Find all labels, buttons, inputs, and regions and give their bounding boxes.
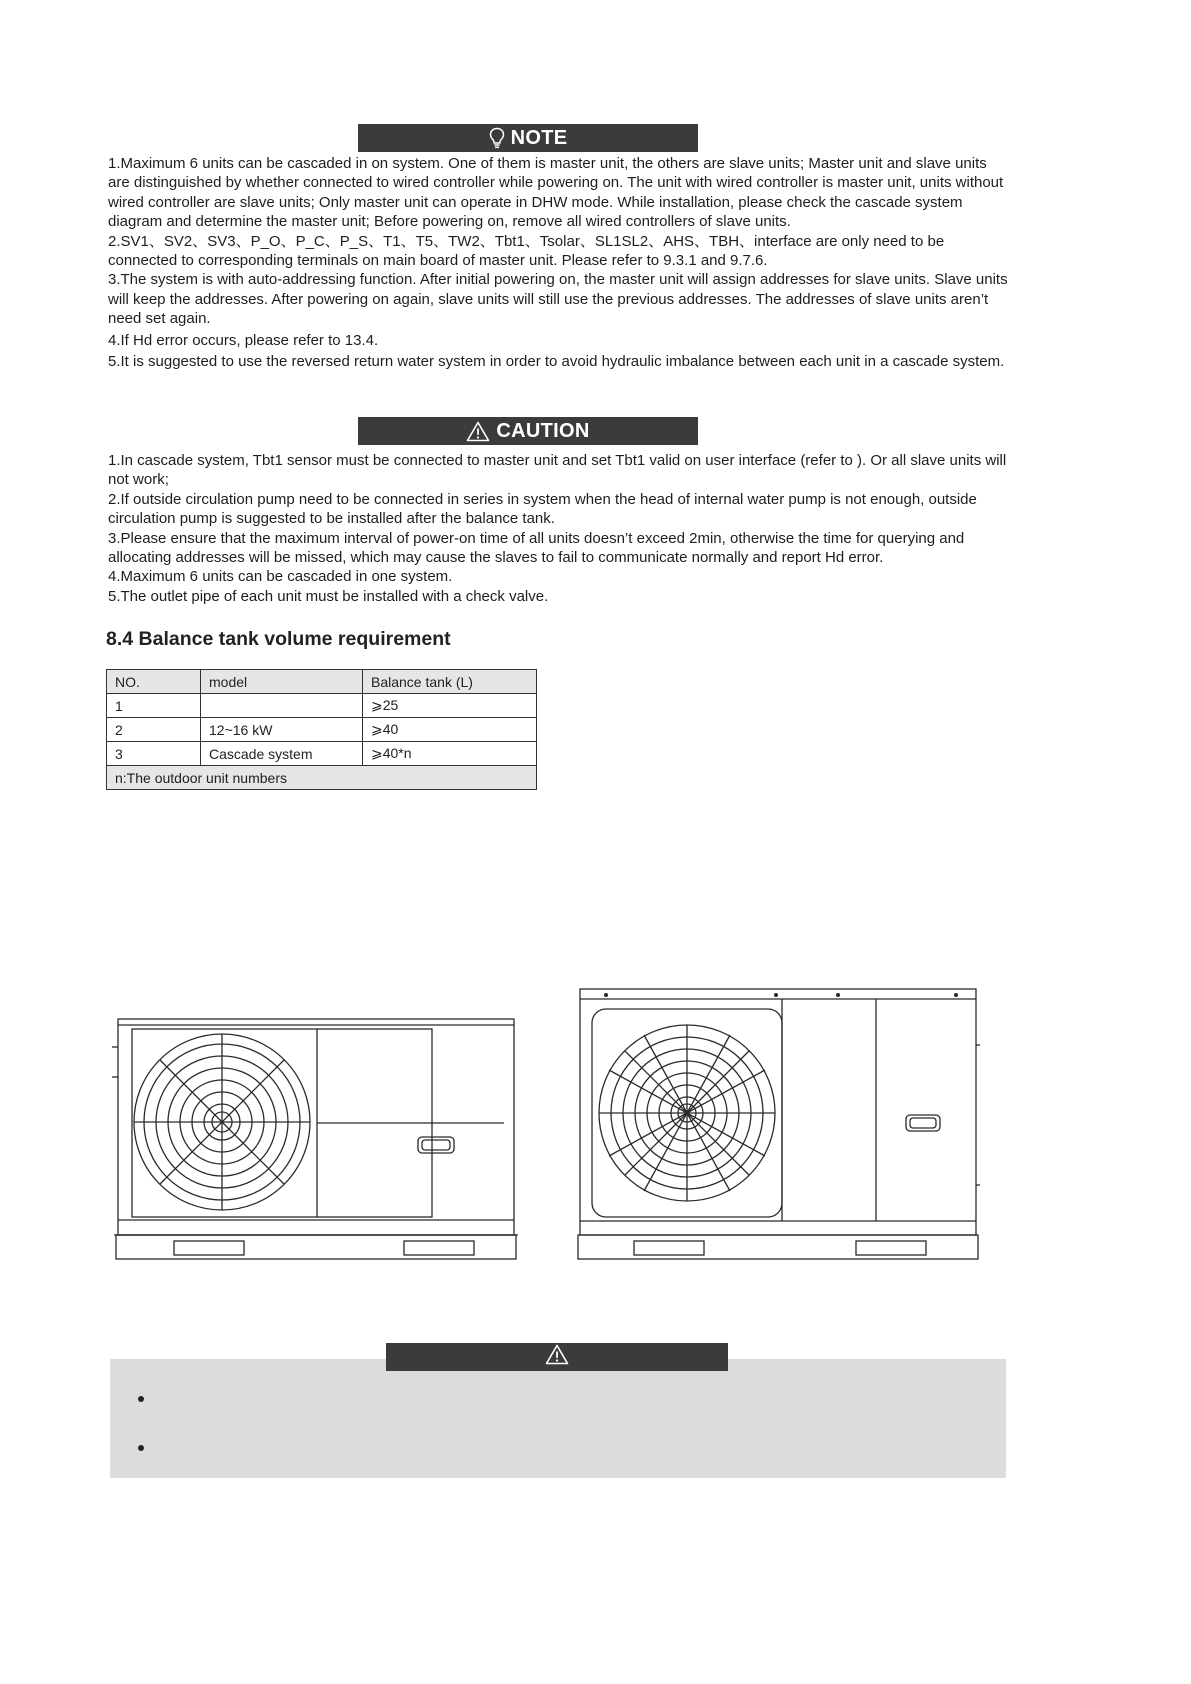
table-cell: 3 [107,742,201,766]
table-footnote: n:The outdoor unit numbers [107,766,537,790]
bullet-dot-icon [138,1396,144,1402]
note-paragraph-3: 3.The system is with auto-addressing function. After initial powering on, the master unit will assign addresses for slave units. Slave units will keep the addresses. After powering on again, slave units will still use the previous addresses. The addresses of slave units aren’t need set again. [108,271,1008,328]
table-footnote-row [107,766,537,790]
table-row [107,718,537,742]
table-cell: 12~16 kW [201,718,363,742]
heat-pump-unit-large-illustration [576,985,980,1263]
heat-pump-unit-small-illustration [112,1015,520,1263]
caution-title: CAUTION [496,419,590,442]
table-cell: 2 [107,718,201,742]
caution-text [108,451,1008,606]
warning-triangle-icon [466,421,490,442]
caution-paragraph-4: 4.Maximum 6 units can be cascaded in one system. [108,568,453,586]
table-cell: Cascade system [201,742,363,766]
caution-paragraph-1: 1.In cascade system, Tbt1 sensor must be connected to master unit and set Tbt1 valid on user interface (refer to ). Or all slave units will not work; [108,452,1007,489]
note-paragraph-2: 2.SV1、SV2、SV3、P_O、P_C、P_S、T1、T5、TW2、Tbt1、Tsolar、SL1SL2、AHS、TBH、interface are only need to be connected to corresponding terminals on main board of master unit. Please refer to 9.3.1 and 9.7.6. [108,232,945,270]
bullet-dot-icon [138,1445,144,1451]
table-cell [201,694,363,718]
table-cell: ⩾40 [363,718,537,742]
warning-bullet-2 [138,1439,144,1459]
warning-triangle-icon [545,1344,569,1370]
caution-paragraph-5: 5.The outlet pipe of each unit must be installed with a check valve. [108,587,549,605]
note-text [108,154,1008,371]
table-header-cell: model [201,670,363,694]
table-row [107,742,537,766]
table-header-cell: NO. [107,670,201,694]
caution-banner [358,417,698,445]
note-paragraph-5: 5.It is suggested to use the reversed return water system in order to avoid hydraulic imbalance between each unit in a cascade system. [108,353,1005,371]
note-paragraph-1: 1.Maximum 6 units can be cascaded in on system. One of them is master unit, the others are slave units; Master unit and slave units are distinguished by whether connected to wired controller while powering on. The unit with wired controller is master unit, units without wired controller are slave units; Only master unit can operate in DHW mode. While installation, please check the cascade system diagram and determine the master unit; Before powering on, remove all wired controllers of slave units. [108,155,1004,231]
balance-tank-table [106,669,537,790]
warning-bullet-1 [138,1390,144,1410]
caution-paragraph-2: 2.If outside circulation pump need to be connected in series in system when the head of internal water pump is not enough, outside circulation pump is suggested to be installed after the balance tank. [108,490,977,528]
table-cell: ⩾40*n [363,742,537,766]
table-header-row [107,670,537,694]
caution-paragraph-3: 3.Please ensure that the maximum interval of power-on time of all units doesn’t exceed 2min, otherwise the time for querying and allocating addresses will be missed, which may cause the slaves to fail to communicate normally and report Hd error. [108,529,965,567]
note-title: NOTE [510,126,568,149]
table-header-cell: Balance tank (L) [363,670,537,694]
lightbulb-icon [489,127,505,149]
note-paragraph-4: 4.If Hd error occurs, please refer to 13.4. [108,331,379,349]
table-cell: ⩾25 [363,694,537,718]
note-banner [358,124,698,152]
table-cell: 1 [107,694,201,718]
warning-banner [386,1343,728,1371]
section-heading: 8.4 Balance tank volume requirement [106,628,451,650]
warning-box [110,1359,1006,1478]
table-row [107,694,537,718]
